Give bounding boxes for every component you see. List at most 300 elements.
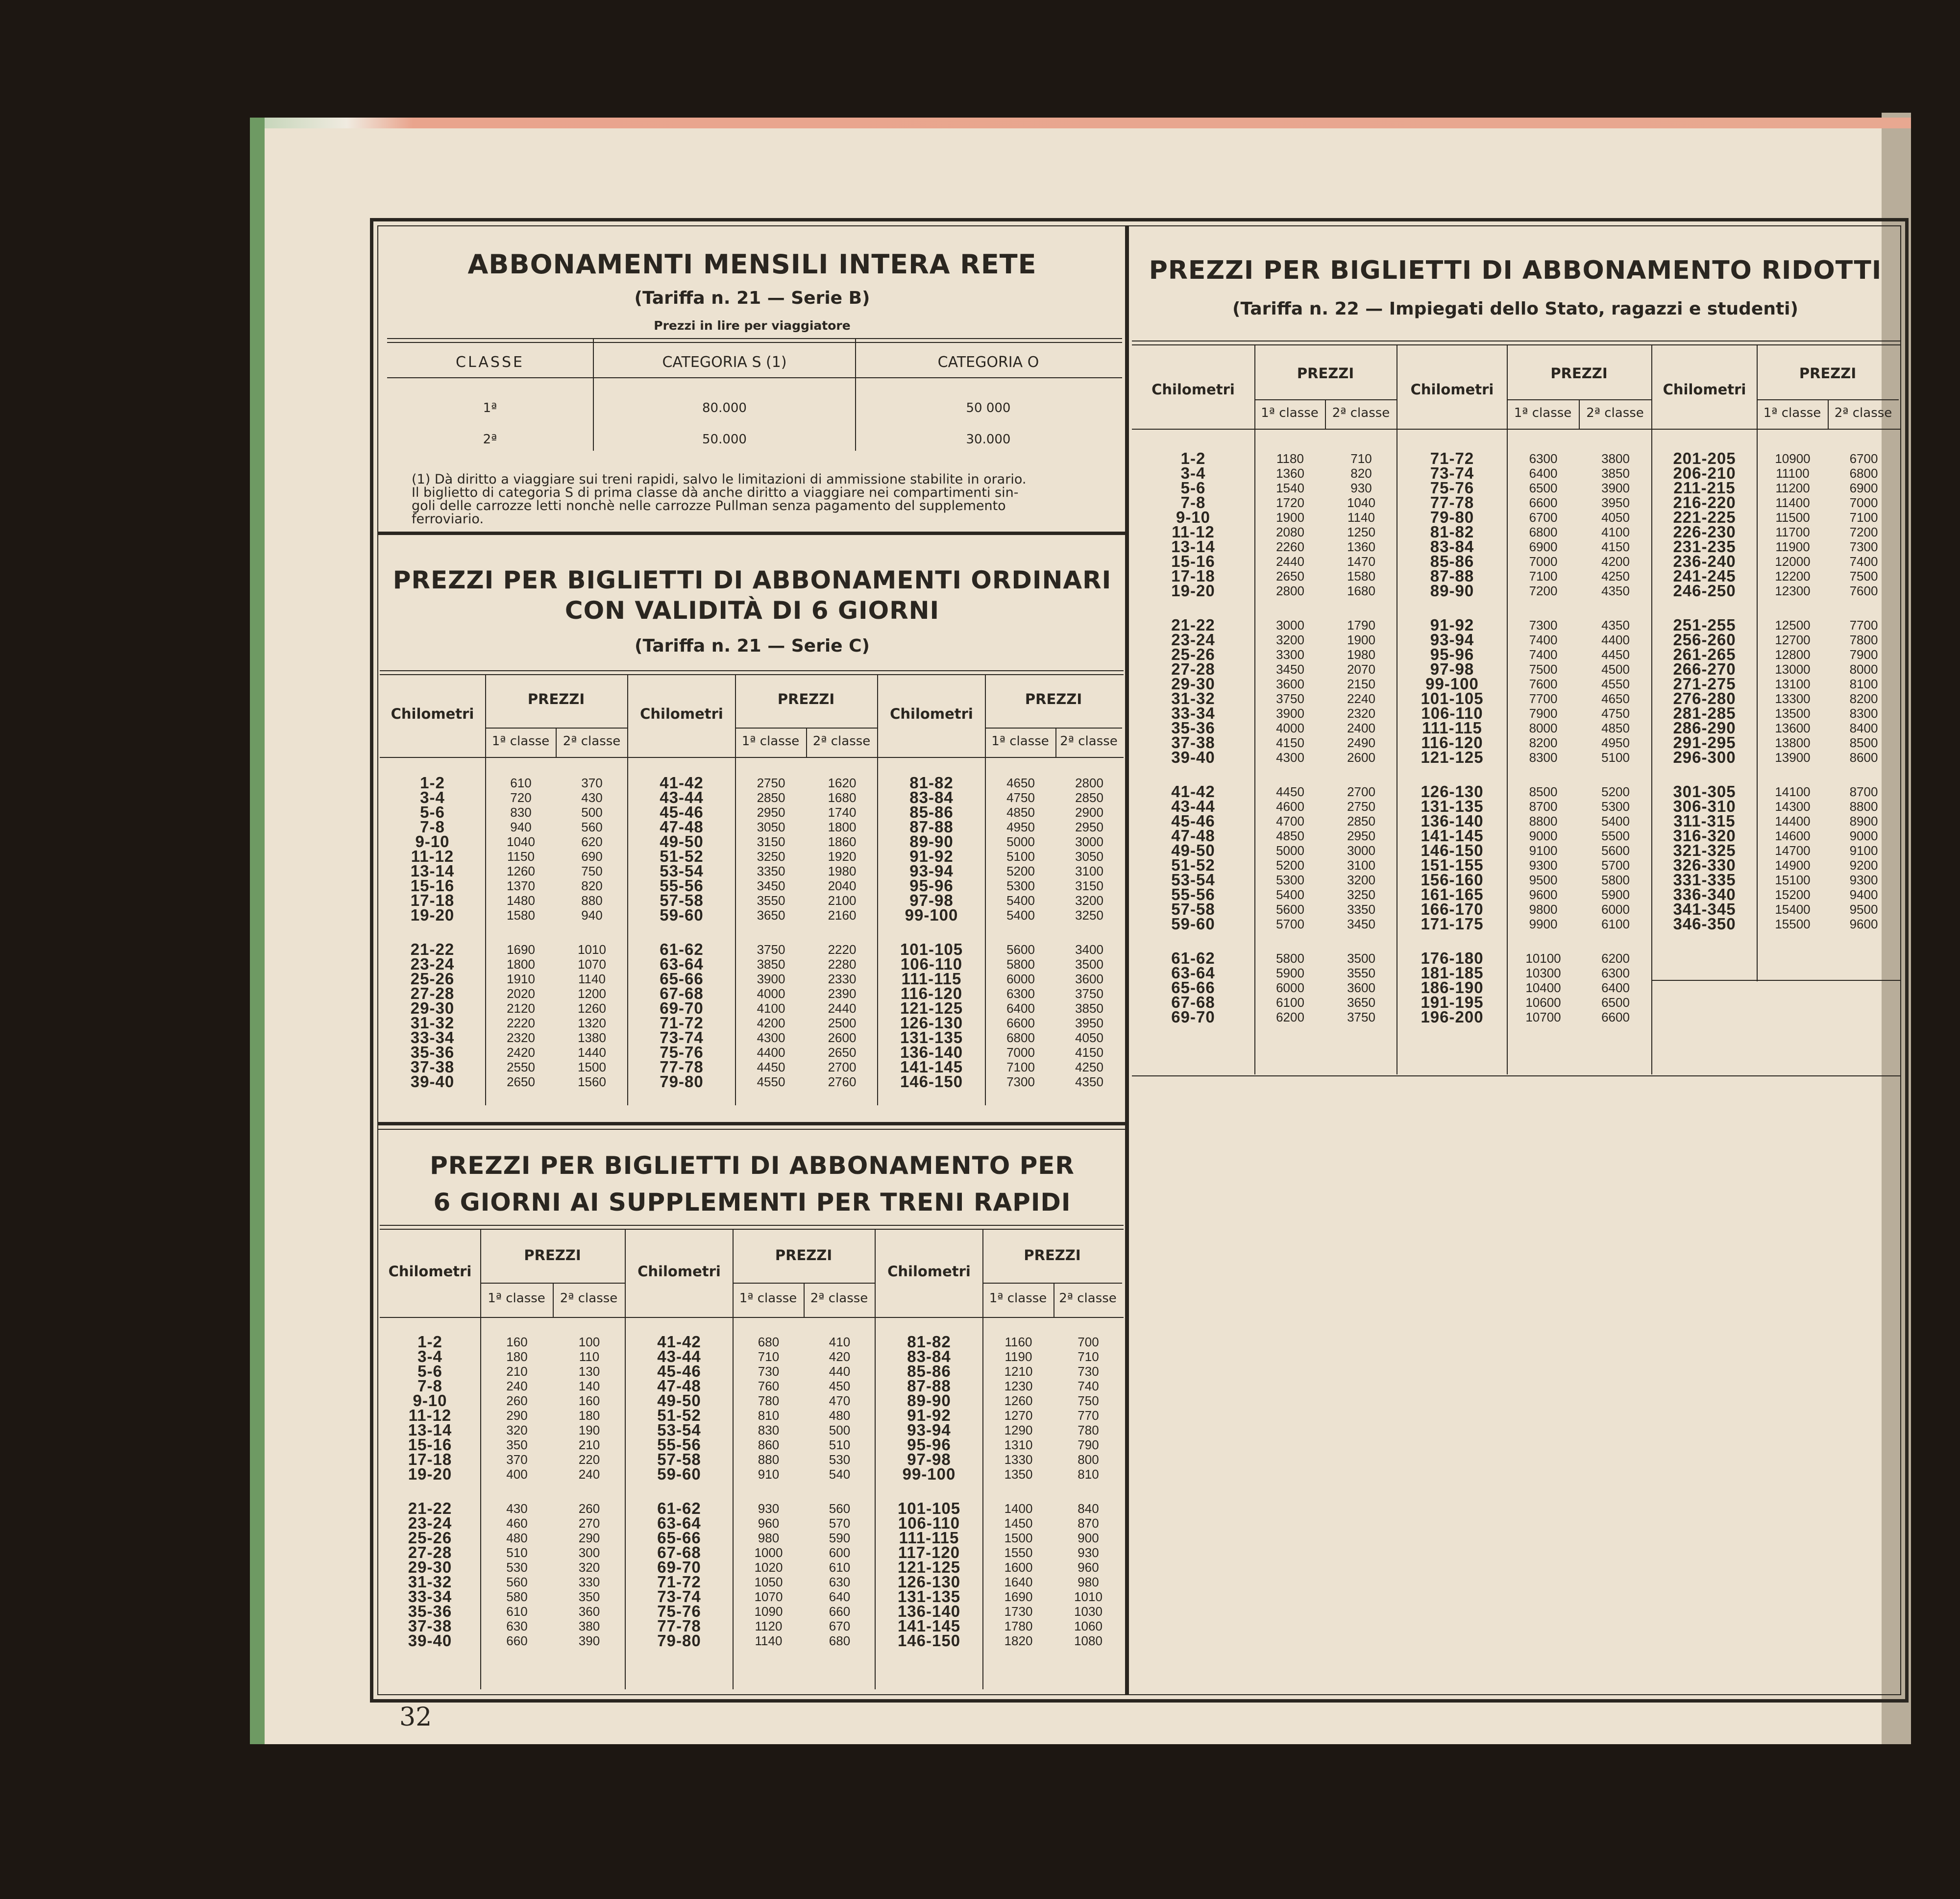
col-prezzi: PREZZI <box>777 691 835 707</box>
table-cell: 7200 <box>1529 584 1558 598</box>
table-cell: 15200 <box>1775 887 1811 902</box>
table-cell: 71-72 <box>660 1014 704 1032</box>
table-cell: 15-16 <box>410 876 455 895</box>
table-cell: 2390 <box>828 986 857 1001</box>
table-cell: 2700 <box>1347 784 1375 799</box>
table-cell: 2950 <box>1075 820 1103 834</box>
table-cell: 83-84 <box>907 1347 951 1365</box>
rapidi-km-column <box>380 1335 480 1648</box>
table-cell: 281-285 <box>1673 704 1736 722</box>
table-cell: 1120 <box>755 1619 783 1633</box>
rapidi-c2-column <box>805 1335 875 1648</box>
table-cell: 5200 <box>1276 858 1304 873</box>
table-cell: 770 <box>1078 1408 1099 1423</box>
table-cell: 6700 <box>1529 510 1558 525</box>
table-cell: 430 <box>506 1501 528 1516</box>
table-cell: 11900 <box>1775 539 1810 554</box>
table-cell: 350 <box>578 1589 600 1604</box>
table-cell: 29-30 <box>410 999 455 1017</box>
col-chilometri: Chilometri <box>887 1263 971 1280</box>
table-cell: 111-115 <box>1422 719 1482 737</box>
table-cell: 4650 <box>1006 776 1035 790</box>
table-cell: 111-115 <box>899 1529 959 1547</box>
table-cell: 7300 <box>1006 1074 1035 1089</box>
table-cell: 81-82 <box>909 774 954 792</box>
table-cell: 6000 <box>1601 902 1630 917</box>
table-cell: 11100 <box>1776 466 1810 481</box>
table-cell: 126-130 <box>1421 782 1484 801</box>
table-cell: 9500 <box>1529 873 1558 887</box>
center-divider <box>1125 225 1129 1695</box>
table-cell: 1900 <box>1347 633 1375 647</box>
table-cell: 45-46 <box>1171 812 1215 830</box>
table-cell: 69-70 <box>657 1558 701 1576</box>
table-cell: 4850 <box>1006 805 1035 820</box>
table-cell: 2950 <box>757 805 785 820</box>
table-cell: 33-34 <box>1171 704 1215 722</box>
col-chilometri: Chilometri <box>640 706 723 722</box>
table-cell: 1090 <box>754 1604 783 1619</box>
table-cell: 3050 <box>1075 849 1103 864</box>
table-cell: 4550 <box>757 1074 785 1089</box>
table-cell: 6000 <box>1006 972 1035 986</box>
table-cell: 1690 <box>1004 1589 1033 1604</box>
table-cell: 2420 <box>507 1045 535 1060</box>
table-cell: 63-64 <box>657 1514 701 1532</box>
table-cell: 266-270 <box>1673 660 1736 678</box>
col-classe2: 2ª classe <box>1059 1291 1117 1306</box>
table-cell: 81-82 <box>907 1333 951 1351</box>
table-cell: 3-4 <box>417 1347 442 1365</box>
table-cell: 166-170 <box>1421 900 1484 918</box>
row-group-gap <box>380 923 485 942</box>
table-cell: 271-275 <box>1673 675 1736 693</box>
table-cell: 15100 <box>1775 873 1811 887</box>
table-cell: 2400 <box>1347 721 1375 735</box>
table-cell: 11-12 <box>1172 523 1215 541</box>
table-cell: 750 <box>1078 1393 1099 1408</box>
ridotti-km-column <box>1397 451 1507 1024</box>
table-cell: 900 <box>1078 1531 1099 1545</box>
table-cell: 5900 <box>1601 887 1630 902</box>
table-cell: 77-78 <box>657 1617 701 1635</box>
table-cell: 27-28 <box>408 1543 452 1561</box>
table-cell: 41-42 <box>1171 782 1215 801</box>
table-cell: 940 <box>581 908 603 923</box>
table-cell: 1260 <box>507 864 535 878</box>
table-cell: 1070 <box>578 957 606 972</box>
table-cell: 7-8 <box>1180 493 1206 511</box>
table-cell: 1790 <box>1347 618 1375 633</box>
table-cell: 350 <box>506 1437 528 1452</box>
table-cell: 510 <box>506 1545 528 1560</box>
ordinari-km-column <box>380 776 485 1089</box>
table-cell: 2220 <box>828 942 857 957</box>
monthly-row-classe: 1ª <box>483 401 497 415</box>
rule <box>380 1229 1124 1230</box>
tricolor-edge-stripe <box>265 118 1911 128</box>
rapidi-c1-column <box>734 1335 804 1648</box>
row-group-gap <box>1326 931 1396 951</box>
table-cell: 1550 <box>1004 1545 1033 1560</box>
table-cell: 5-6 <box>1180 479 1206 497</box>
table-cell: 2330 <box>828 972 857 986</box>
table-cell: 47-48 <box>1171 827 1215 845</box>
table-cell: 9300 <box>1529 858 1558 873</box>
table-cell: 780 <box>758 1393 780 1408</box>
table-cell: 126-130 <box>900 1014 963 1032</box>
table-cell: 630 <box>506 1619 528 1633</box>
table-cell: 39-40 <box>1171 748 1215 766</box>
table-cell: 11200 <box>1775 481 1810 495</box>
table-cell: 75-76 <box>660 1043 704 1061</box>
table-cell: 39-40 <box>410 1072 455 1091</box>
table-cell: 1690 <box>507 942 535 957</box>
table-cell: 3000 <box>1276 618 1304 633</box>
col-chilometri: Chilometri <box>1152 381 1235 398</box>
table-cell: 700 <box>1078 1335 1099 1349</box>
table-cell: 37-38 <box>410 1058 455 1076</box>
section-rule <box>377 532 1125 535</box>
table-cell: 1230 <box>1004 1379 1033 1393</box>
table-cell: 6300 <box>1529 451 1558 466</box>
table-cell: 2160 <box>828 908 857 923</box>
table-cell: 101-105 <box>897 1499 961 1517</box>
table-cell: 5200 <box>1601 784 1630 799</box>
table-cell: 85-86 <box>907 1362 951 1380</box>
monthly-note-line: (1) Dà diritto a viaggiare sui treni rapidi, salvo le limitazioni di ammissione stabilite in orario. <box>412 472 1027 487</box>
table-cell: 730 <box>1078 1364 1099 1379</box>
table-cell: 5900 <box>1276 966 1304 980</box>
table-cell: 67-68 <box>660 984 704 1002</box>
table-cell: 2440 <box>828 1001 857 1016</box>
table-cell: 97-98 <box>1430 660 1474 678</box>
table-cell: 95-96 <box>909 876 954 895</box>
table-cell: 6200 <box>1276 1010 1304 1024</box>
table-cell: 89-90 <box>907 1391 951 1410</box>
table-cell: 820 <box>581 878 603 893</box>
table-cell: 1-2 <box>1180 449 1206 467</box>
table-cell: 3900 <box>1276 706 1304 721</box>
col-classe2: 2ª classe <box>812 734 871 749</box>
table-cell: 121-125 <box>1421 748 1484 766</box>
table-cell: 59-60 <box>660 906 704 924</box>
ridotti-c1-column <box>1758 451 1828 931</box>
ordinari-c2-column <box>557 776 627 1089</box>
table-cell: 141-145 <box>900 1058 963 1076</box>
row-group-gap <box>1829 598 1899 618</box>
table-cell: 3500 <box>1075 957 1103 972</box>
table-cell: 1580 <box>1347 569 1375 584</box>
table-cell: 1440 <box>578 1045 606 1060</box>
monthly-row-cat-o: 50 000 <box>966 401 1011 415</box>
table-cell: 43-44 <box>660 788 704 806</box>
table-cell: 5800 <box>1006 957 1035 972</box>
table-cell: 3650 <box>1347 995 1375 1010</box>
table-cell: 300 <box>578 1545 600 1560</box>
col-classe2: 2ª classe <box>1060 734 1118 749</box>
table-cell: 206-210 <box>1673 464 1736 482</box>
table-cell: 7700 <box>1849 618 1878 633</box>
rule <box>387 377 1122 378</box>
table-cell: 1540 <box>1276 481 1304 495</box>
table-cell: 39-40 <box>408 1631 452 1650</box>
table-cell: 91-92 <box>1430 616 1474 634</box>
table-cell: 2020 <box>507 986 535 1001</box>
table-cell: 660 <box>829 1604 851 1619</box>
row-group-gap <box>1255 598 1325 618</box>
col-prezzi: PREZZI <box>1024 1247 1081 1264</box>
table-cell: 156-160 <box>1421 871 1484 889</box>
table-cell: 341-345 <box>1673 900 1736 918</box>
table-cell: 4300 <box>1276 750 1304 765</box>
table-cell: 63-64 <box>1171 964 1215 982</box>
table-cell: 4400 <box>757 1045 785 1060</box>
table-cell: 7900 <box>1529 706 1558 721</box>
table-cell: 2320 <box>507 1030 535 1045</box>
row-group-gap <box>736 923 806 942</box>
table-cell: 9300 <box>1849 873 1878 887</box>
table-cell: 19-20 <box>1171 582 1215 600</box>
table-cell: 117-120 <box>898 1543 960 1561</box>
table-cell: 21-22 <box>1171 616 1215 634</box>
table-cell: 6600 <box>1529 495 1558 510</box>
row-group-gap <box>1758 598 1828 618</box>
table-cell: 830 <box>510 805 532 820</box>
table-cell: 1040 <box>507 834 535 849</box>
table-cell: 11400 <box>1775 495 1810 510</box>
table-cell: 560 <box>829 1501 851 1516</box>
table-cell: 17-18 <box>408 1450 452 1468</box>
table-cell: 61-62 <box>1171 949 1215 967</box>
table-cell: 69-70 <box>660 999 704 1017</box>
table-cell: 9900 <box>1529 917 1558 931</box>
table-cell: 53-54 <box>1171 871 1215 889</box>
table-cell: 1-2 <box>420 774 445 792</box>
table-cell: 19-20 <box>410 906 455 924</box>
row-group-gap <box>554 1482 625 1501</box>
table-cell: 106-110 <box>898 1514 960 1532</box>
table-cell: 43-44 <box>657 1347 701 1365</box>
table-cell: 930 <box>1350 481 1372 495</box>
table-cell: 14300 <box>1775 799 1811 814</box>
table-cell: 7700 <box>1529 691 1558 706</box>
table-cell: 59-60 <box>1171 915 1215 933</box>
table-cell: 216-220 <box>1673 493 1736 511</box>
table-cell: 530 <box>506 1560 528 1575</box>
table-cell: 331-335 <box>1673 871 1736 889</box>
table-cell: 860 <box>758 1437 780 1452</box>
table-cell: 13800 <box>1775 735 1811 750</box>
table-cell: 246-250 <box>1673 582 1736 600</box>
table-cell: 79-80 <box>657 1631 701 1650</box>
row-group-gap <box>380 1482 480 1501</box>
table-cell: 5000 <box>1276 843 1304 858</box>
table-cell: 291-295 <box>1673 733 1736 752</box>
col-classe1: 1ª classe <box>741 734 800 749</box>
col-prezzi: PREZZI <box>775 1247 833 1264</box>
table-cell: 560 <box>581 820 603 834</box>
monthly-note-line: ferroviario. <box>412 511 484 527</box>
table-cell: 4100 <box>757 1001 785 1016</box>
table-cell: 3250 <box>1075 908 1103 923</box>
table-cell: 4450 <box>1601 647 1630 662</box>
table-cell: 2040 <box>828 878 857 893</box>
row-group-gap <box>1054 1482 1122 1501</box>
table-cell: 130 <box>578 1364 600 1379</box>
table-cell: 61-62 <box>660 940 704 958</box>
table-cell: 3750 <box>1347 1010 1375 1024</box>
table-cell: 17-18 <box>410 891 455 909</box>
table-cell: 1480 <box>507 893 535 908</box>
table-cell: 1360 <box>1276 466 1304 481</box>
table-cell: 5500 <box>1601 828 1630 843</box>
rule <box>982 1283 1122 1284</box>
table-cell: 8800 <box>1849 799 1878 814</box>
table-cell: 6600 <box>1006 1016 1035 1030</box>
table-cell: 1370 <box>507 878 535 893</box>
table-cell: 1260 <box>578 1001 606 1016</box>
table-cell: 370 <box>506 1452 528 1467</box>
table-cell: 37-38 <box>408 1617 452 1635</box>
col-classe2: 2ª classe <box>1834 406 1892 420</box>
table-cell: 25-26 <box>410 970 455 988</box>
table-cell: 2800 <box>1075 776 1103 790</box>
table-cell: 2080 <box>1276 525 1304 539</box>
row-group-gap <box>1132 765 1254 784</box>
table-cell: 720 <box>510 790 532 805</box>
table-cell: 790 <box>1078 1437 1099 1452</box>
table-cell: 49-50 <box>1171 841 1215 859</box>
page-number: 32 <box>399 1703 432 1732</box>
table-cell: 9800 <box>1529 902 1558 917</box>
table-cell: 9400 <box>1849 887 1878 902</box>
table-cell: 1290 <box>1004 1423 1033 1437</box>
table-cell: 4750 <box>1006 790 1035 805</box>
table-cell: 7400 <box>1849 554 1878 569</box>
table-cell: 4350 <box>1601 584 1630 598</box>
table-cell: 4950 <box>1601 735 1630 750</box>
table-cell: 750 <box>581 864 603 878</box>
row-group-gap <box>1508 598 1579 618</box>
table-cell: 65-66 <box>1171 978 1215 997</box>
table-cell: 95-96 <box>907 1436 951 1454</box>
table-cell: 820 <box>1350 466 1372 481</box>
table-cell: 211-215 <box>1673 479 1736 497</box>
table-cell: 710 <box>1078 1349 1099 1364</box>
table-cell: 2120 <box>507 1001 535 1016</box>
table-cell: 2490 <box>1347 735 1375 750</box>
table-cell: 4150 <box>1276 735 1304 750</box>
table-cell: 10700 <box>1525 1010 1561 1024</box>
table-cell: 136-140 <box>900 1043 963 1061</box>
table-cell: 4000 <box>757 986 785 1001</box>
table-cell: 45-46 <box>657 1362 701 1380</box>
table-cell: 1680 <box>1347 584 1375 598</box>
table-cell: 260 <box>506 1393 528 1408</box>
table-cell: 840 <box>1078 1501 1099 1516</box>
table-cell: 110 <box>579 1349 600 1364</box>
header-categoria-o: CATEGORIA O <box>937 354 1039 371</box>
ordinari-subtitle: (Tariffa n. 21 — Serie C) <box>634 636 870 656</box>
table-cell: 6300 <box>1006 986 1035 1001</box>
table-cell: 4050 <box>1075 1030 1103 1045</box>
table-cell: 3200 <box>1075 893 1103 908</box>
col-prezzi: PREZZI <box>1025 691 1082 707</box>
table-cell: 1680 <box>828 790 857 805</box>
table-cell: 93-94 <box>909 862 954 880</box>
row-group-gap <box>628 923 735 942</box>
table-cell: 570 <box>829 1516 851 1531</box>
row-group-gap <box>1508 765 1579 784</box>
table-cell: 2850 <box>757 790 785 805</box>
table-cell: 2600 <box>1347 750 1375 765</box>
table-cell: 100 <box>578 1335 600 1349</box>
table-cell: 1080 <box>1074 1633 1102 1648</box>
table-cell: 35-36 <box>1171 719 1215 737</box>
table-cell: 83-84 <box>1430 537 1474 556</box>
table-cell: 4300 <box>757 1030 785 1045</box>
table-cell: 196-200 <box>1421 1008 1484 1026</box>
table-cell: 7500 <box>1849 569 1878 584</box>
table-cell: 7000 <box>1529 554 1558 569</box>
table-cell: 9-10 <box>413 1391 447 1410</box>
table-cell: 73-74 <box>660 1028 704 1047</box>
table-cell: 7400 <box>1529 633 1558 647</box>
row-group-gap <box>1652 598 1757 618</box>
table-cell: 306-310 <box>1673 797 1736 815</box>
table-cell: 7800 <box>1849 633 1878 647</box>
table-cell: 136-140 <box>1421 812 1484 830</box>
table-cell: 4400 <box>1601 633 1630 647</box>
table-cell: 270 <box>578 1516 600 1531</box>
table-cell: 6200 <box>1601 951 1630 966</box>
row-group-gap <box>1326 598 1396 618</box>
table-cell: 31-32 <box>410 1014 455 1032</box>
table-cell: 89-90 <box>1430 582 1474 600</box>
table-cell: 7200 <box>1849 525 1878 539</box>
table-cell: 5600 <box>1276 902 1304 917</box>
table-cell: 2750 <box>757 776 785 790</box>
row-group-gap <box>486 923 556 942</box>
row-group-gap <box>1255 931 1325 951</box>
table-cell: 600 <box>829 1545 851 1560</box>
table-cell: 320 <box>506 1423 528 1437</box>
table-cell: 296-300 <box>1673 748 1736 766</box>
table-cell: 7-8 <box>417 1377 442 1395</box>
table-cell: 540 <box>829 1467 851 1482</box>
table-cell: 2700 <box>828 1060 857 1074</box>
table-cell: 4000 <box>1276 721 1304 735</box>
table-cell: 4450 <box>757 1060 785 1074</box>
rule <box>380 757 1124 758</box>
table-cell: 180 <box>506 1349 528 1364</box>
table-cell: 710 <box>758 1349 780 1364</box>
table-cell: 4750 <box>1601 706 1630 721</box>
table-cell: 336-340 <box>1673 885 1736 903</box>
table-cell: 530 <box>829 1452 851 1467</box>
section-rule <box>377 1122 1125 1125</box>
table-cell: 1910 <box>507 972 535 986</box>
table-cell: 31-32 <box>1171 689 1215 707</box>
row-group-gap <box>1132 931 1254 951</box>
table-cell: 3900 <box>1601 481 1630 495</box>
col-classe1: 1ª classe <box>989 1291 1047 1306</box>
row-group-gap <box>1580 931 1651 951</box>
table-cell: 8200 <box>1529 735 1558 750</box>
table-cell: 7000 <box>1006 1045 1035 1060</box>
table-cell: 740 <box>1078 1379 1099 1393</box>
